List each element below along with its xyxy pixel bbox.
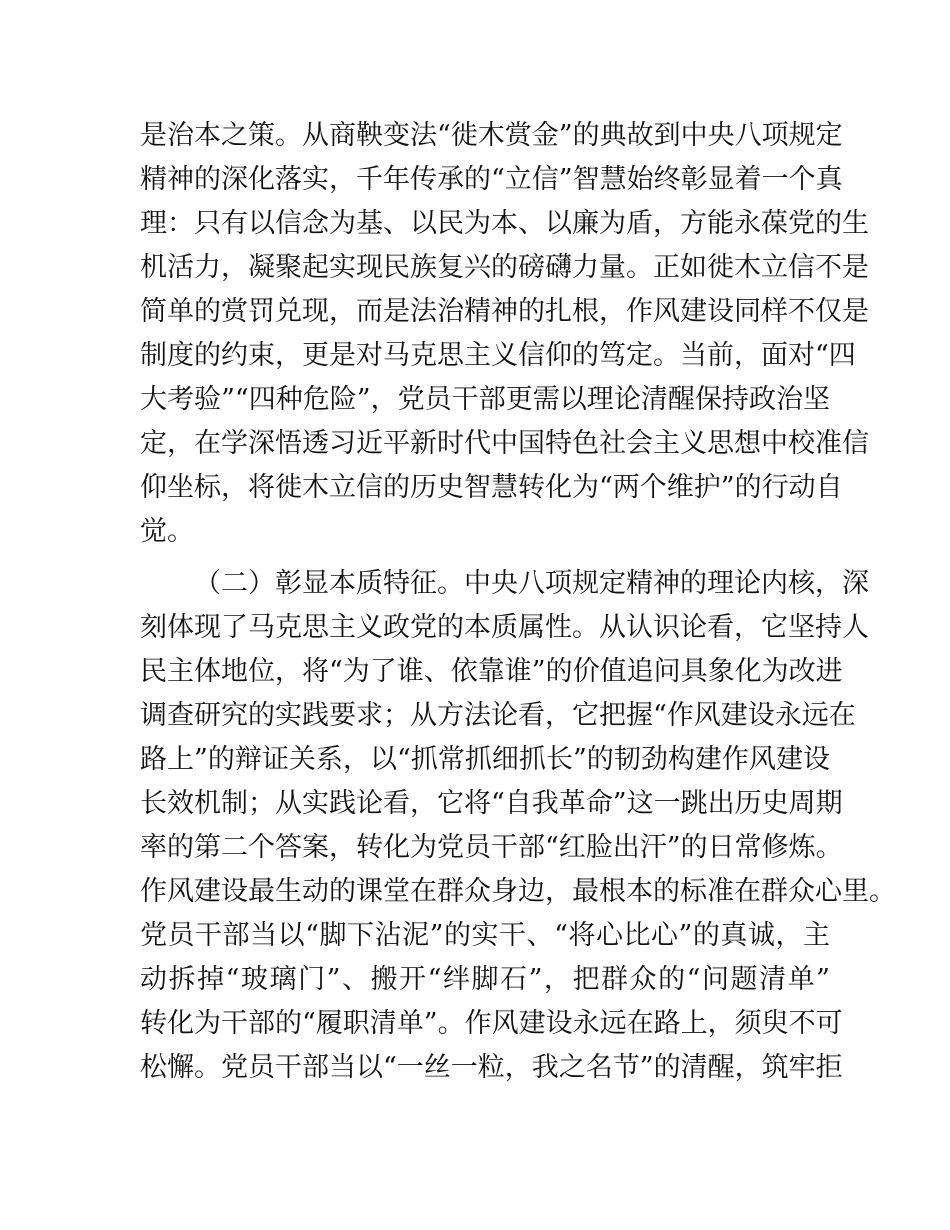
paragraph-line: 党员干部当以“脚下沾泥”的实干、“将心比心”的真诚，主	[140, 920, 830, 951]
paragraph-line: 长效机制；从实践论看，它将“自我革命”这一跳出历史周期	[140, 788, 843, 819]
paragraph-line: 调查研究的实践要求；从方法论看，它把握“作风建设永远在	[140, 700, 856, 731]
paragraph-line: 松懈。党员干部当以“一丝一粒，我之名节”的清醒，筑牢拒	[140, 1052, 843, 1083]
paragraph-line: 刻体现了马克思主义政党的本质属性。从认识论看，它坚持人	[140, 612, 869, 643]
paragraph-line: 仰坐标，将徙木立信的历史智慧转化为“两个维护”的行动自	[140, 472, 843, 503]
paragraph-line: 精神的深化落实，千年传承的“立信”智慧始终彰显着一个真	[140, 164, 843, 195]
paragraph-line: 转化为干部的“履职清单”。作风建设永远在路上，须臾不可	[140, 1008, 843, 1039]
paragraph-line: 率的第二个答案，转化为党员干部“红脸出汗”的日常修炼。	[140, 832, 843, 863]
paragraph-line: 民主体地位，将“为了谁、依靠谁”的价值追问具象化为改进	[140, 656, 843, 687]
paragraph-line: 作风建设最生动的课堂在群众身边，最根本的标准在群众心里。	[140, 876, 896, 907]
paragraph-line: 觉。	[140, 516, 194, 547]
paragraph-line: 定，在学深悟透习近平新时代中国特色社会主义思想中校准信	[140, 428, 869, 459]
paragraph-line: 路上”的辩证关系，以“抓常抓细抓长”的韧劲构建作风建设	[140, 744, 830, 775]
section-heading-line: （二）彰显本质特征。中央八项规定精神的理论内核，深	[194, 568, 869, 599]
paragraph-line: 大考验”“四种危险”，党员干部更需以理论清醒保持政治坚	[140, 384, 830, 415]
paragraph-line: 是治本之策。从商鞅变法“徙木赏金”的典故到中央八项规定	[140, 120, 843, 151]
paragraph-line: 机活力，凝聚起实现民族复兴的磅礴力量。正如徙木立信不是	[140, 252, 869, 283]
paragraph-line: 简单的赏罚兑现，而是法治精神的扎根，作风建设同样不仅是	[140, 296, 869, 327]
paragraph-line: 动拆掉“玻璃门”、搬开“绊脚石”，把群众的“问题清单”	[140, 964, 830, 995]
paragraph-line: 理：只有以信念为基、以民为本、以廉为盾，方能永葆党的生	[140, 208, 869, 239]
paragraph-line: 制度的约束，更是对马克思主义信仰的笃定。当前，面对“四	[140, 340, 856, 371]
